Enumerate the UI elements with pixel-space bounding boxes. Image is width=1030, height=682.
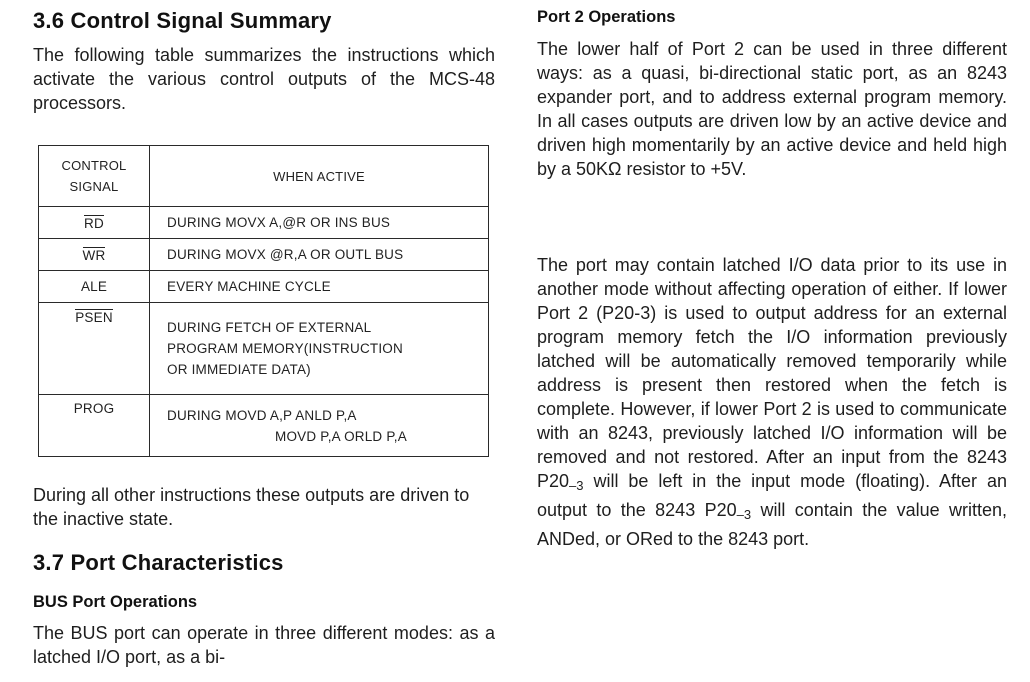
port2-text-c: will contain the value written, ANDed, or ORed to the 8243 port. [537, 500, 1007, 549]
subsection-title-bus: BUS Port Operations [33, 593, 198, 611]
table-row [39, 239, 489, 271]
signal-psen: PSEN [75, 310, 113, 325]
signal-ale: ALE [80, 279, 108, 294]
bus-port-paragraph: The BUS port can operate in three different modes: as a latched I/O port, as a bi- [33, 623, 495, 667]
signal-cell [39, 395, 150, 457]
active-cell: DURING MOVX @R,A OR OUTL BUS [150, 239, 489, 271]
active-line: OR IMMEDIATE DATA) [167, 362, 311, 377]
table-row [39, 271, 489, 303]
signal-wr: WR [82, 247, 106, 263]
active-cell [150, 395, 489, 457]
active-cell [150, 303, 489, 395]
section-3-6-closing: During all other instructions these outputs are driven to the inactive state. [33, 485, 470, 529]
signal-cell [39, 271, 150, 303]
section-title-3-7: 3.7 Port Characteristics [33, 550, 284, 575]
header-line: SIGNAL [69, 179, 119, 194]
port-subscript: –3 [569, 478, 584, 493]
port2-paragraph-2 [537, 253, 1007, 551]
port2-text-a: The port may contain latched I/O data prior to its use in another mode without affecting operation of either. If lower Port 2 (P20-3) is used to output address for an external program memory fetch the I/O information previously latched will be automatically removed temporarily while address is present then restored when the fetch is complete. However, if lower Port 2 is used to communicate with an 8243, previously latched I/O information will be removed and not restored. After an input from the 8243 P [537, 255, 1007, 491]
table-header-control-signal [39, 146, 150, 207]
signal-cell [39, 239, 150, 271]
port2-paragraph-1: The lower half of Port 2 can be used in three different ways: as a quasi, bi-directional static port, as an 8243 expander port, and to address external program memory. In all cases outputs are driven low by an active device and driven high momentarily by an active device and held high by a 50KΩ resistor to +5V. [537, 39, 1007, 179]
active-line: DURING FETCH OF EXTERNAL [167, 320, 372, 335]
header-line: CONTROL [61, 158, 127, 173]
signal-cell [39, 207, 150, 239]
section-title-3-6: 3.6 Control Signal Summary [33, 8, 332, 33]
table-row [39, 303, 489, 395]
table-row [39, 207, 489, 239]
active-cell: DURING MOVX A,@R OR INS BUS [150, 207, 489, 239]
section-3-6-intro: The following table summarizes the instructions which activate the various control outputs of the MCS-48 processors. [33, 45, 495, 113]
active-line: MOVD P,A ORLD P,A [275, 428, 407, 444]
active-line: DURING MOVD A,P ANLD P,A [167, 407, 357, 423]
subsection-title-port2: Port 2 Operations [537, 8, 676, 26]
active-cell: EVERY MACHINE CYCLE [150, 271, 489, 303]
port-subscript-main: 20 [716, 500, 737, 520]
table-row [39, 395, 489, 457]
signal-rd: RD [84, 215, 104, 231]
control-signal-table [38, 145, 489, 457]
port2-text-b: will be left in the input mode (floating). After an output to the 8243 P [537, 471, 1007, 520]
signal-cell [39, 303, 150, 395]
port-subscript: –3 [736, 507, 752, 522]
table-header-when-active: WHEN ACTIVE [150, 146, 489, 207]
signal-prog: PROG [73, 401, 115, 416]
active-line: PROGRAM MEMORY(INSTRUCTION [167, 341, 403, 356]
port-subscript-main: 20 [549, 471, 570, 491]
